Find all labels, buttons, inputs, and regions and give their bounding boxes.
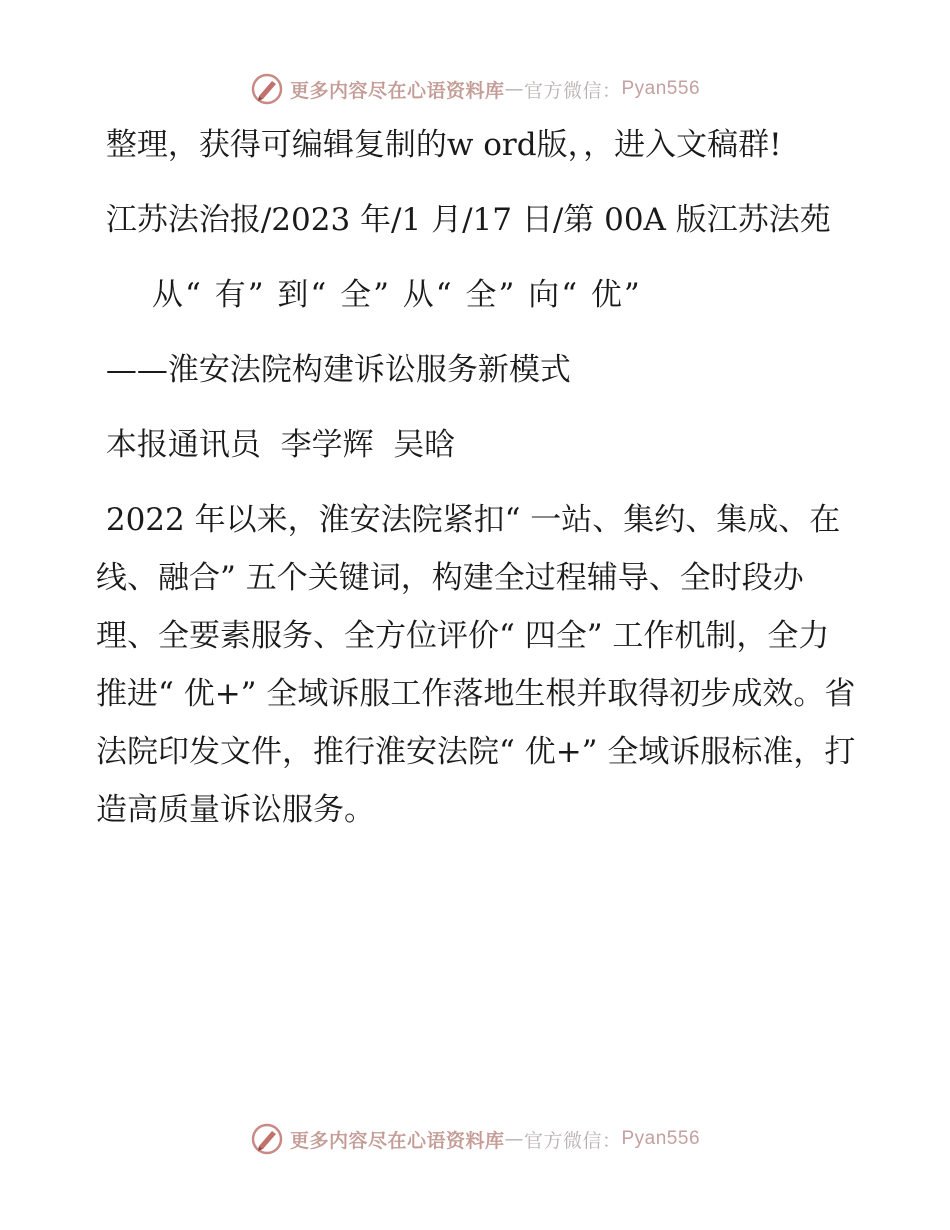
- watermark-wechat-label: 官方微信：: [523, 79, 622, 102]
- body-paragraph: 2022 年以来，淮安法院紧扣“ 一站、集约、集成、在线、融合” 五个关键词，构建全过程辅导、全时段办理、全要素服务、全方位评价“ 四全” 工作机制，全力推进“ 优+” 全域诉服工作落地生根并取得初步成效。省法院印发文件，推行淮安法院“ 优+” 全域诉服标准，打造高质量诉讼服务。: [96, 502, 856, 828]
- pen-logo-icon: [250, 1122, 284, 1156]
- article-title: 从“ 有” 到“ 全” 从“ 全” 向“ 优”: [152, 277, 642, 313]
- watermark-dash: —: [504, 78, 524, 100]
- watermark-main-text: 更多内容尽在心语资料库: [289, 1129, 505, 1152]
- watermark-wechat-id: Pyan556: [621, 1128, 701, 1149]
- watermark-footer: [0, 1119, 950, 1159]
- watermark-main-text: 更多内容尽在心语资料库: [289, 79, 505, 102]
- watermark-dash: —: [504, 1128, 524, 1150]
- byline: 本报通讯员 李学辉 吴晗: [96, 427, 456, 463]
- article-subtitle: ——淮安法院构建诉讼服务新模式: [96, 352, 571, 388]
- intro-note: 整理，获得可编辑复制的w ord版，，进入文稿群!: [96, 127, 782, 163]
- watermark-wechat-label: 官方微信：: [523, 1129, 622, 1152]
- watermark-wechat-id: Pyan556: [621, 78, 701, 99]
- source-line: 江苏法治报/2023 年/1 月/17 日/第 00A 版江苏法苑: [96, 202, 831, 238]
- document-body: [96, 116, 856, 856]
- pen-logo-icon: [250, 72, 284, 106]
- watermark-header: [0, 69, 950, 109]
